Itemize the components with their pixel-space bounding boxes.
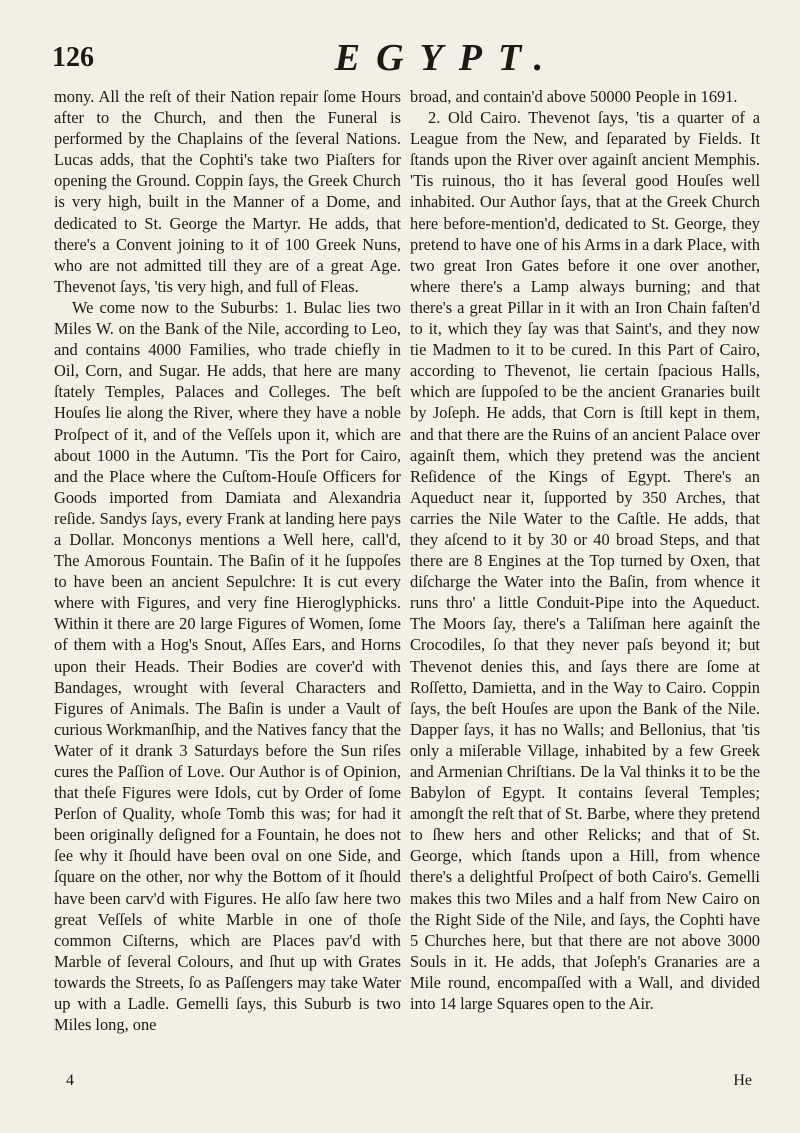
right-paragraph-1: broad, and contain'd above 50000 People in 1691.	[410, 87, 738, 106]
catchword: He	[733, 1072, 752, 1089]
left-paragraph-2: We come now to the Suburbs: 1. Bulac lies two Miles W. on the Bank of the Nile, according to Leo, and contains 4000 Families, who trade chiefly in Oil, Corn, and Sugar. He adds, that here are many ſtately Temples, Palaces and Colleges. The beſt Houſes lie along the River, where they have a noble Proſpect of it, and of the Veſſels upon it, which are about 1000 in the Autumn. 'Tis the Port for Cairo, and the Place where the Cuſtom-Houſe Officers for Goods imported from Damiata and Alexandria reſide. Sandys ſays, every Frank at landing here pays a Dollar. Monconys mentions a Well here, call'd, The Amorous Fountain. The Baſin of it he ſuppoſes to have been an ancient Sepulchre: It is cut every where with Figures, and very fine Hieroglyphicks. Within it there are 20 large Figures of Women, ſome of them with a Hog's Snout, Aſſes Ears, and Horns upon their Heads. Their Bodies are cover'd with Bandages, wrought with ſeveral Characters and Figures of Animals. The Baſin is under a Vault of curious Workmanſhip, and the Natives fancy that the Water of it drank 3 Saturdays before the Sun riſes cures the Paſſion of Love. Our Author is of Opinion, that theſe Figures were Idols, cut by Order of ſome Perſon of Quality, whoſe Tomb this was; for had it been originally deſigned for a Fountain, he does not ſee why it ſhould have been oval on one Side, and ſquare on the other, nor why the Bottom of it ſhould have been carv'd with Figures. He alſo ſaw here two great Veſſels of white Marble in one of thoſe common Ciſterns, which are Places pav'd with Marble of ſeveral Colours, and ſhut up with Grates towards the Streets, ſo as Paſſengers may take Water up with a Ladle. Gemelli ſays, this Suburb is two Miles long, one	[54, 297, 401, 1035]
footer-right	[410, 1072, 760, 1096]
page-number: 126	[52, 42, 94, 73]
running-head: EGYPT.	[334, 37, 560, 79]
footer-left	[54, 1072, 401, 1096]
page-header	[52, 34, 752, 82]
right-paragraph-2: 2. Old Cairo. Thevenot ſays, 'tis a quarter of a League from the New, and ſeparated by Fields. It ſtands upon the River over againſt ancient Memphis. 'Tis ruinous, tho it has ſeveral good Houſes well inhabited. Our Author ſays, that at the Greek Church here before-mention'd, dedicated to St. George, they pretend to have one of his Arms in a dark Place, with two great Iron Gates before it one over another, where there's a Lamp always burning; and that there's a great Pillar in it with an Iron Chain faſten'd to it, which they ſay was that Saint's, and they now tie Madmen to it to be cured. In this Part of Cairo, according to Thevenot, lie certain ſpacious Halls, which are ſuppoſed to be the ancient Granaries built by Joſeph. He adds, that Corn is ſtill kept in them, and that there are the Ruins of an ancient Palace over againſt them, which they pretend was the ancient Reſidence of the Kings of Egypt. There's an Aqueduct near it, ſupported by 350 Arches, that carries the Nile Water to the Caſtle. He adds, that they aſcend to it by 30 or 40 broad Steps, and that there are 8 Engines at the Top turned by Oxen, that diſcharge the Water into the Baſin, from whence it runs thro' a little Conduit-Pipe into the Aqueduct. The Moors ſay, there's a Taliſman here againſt the Crocodiles, ſo that they never paſs beyond it; but Thevenot denies this, and ſays there are ſome at Roſſetto, Damietta, and in the Way to Cairo. Coppin ſays, the beſt Houſes are upon the Bank of the Nile. Dapper ſays, it has no Walls; and Bellonius, that 'tis only a miſerable Village, inhabited by a few Greek and Armenian Chriſtians. De la Val thinks it to be the Babylon of Egypt. It contains ſeveral Temples; amongſt the reſt that of St. Barbe, where they pretend to ſhew hers and other Relicks; and that of St. George, which ſtands upon a Hill, from whence there's a delightful Proſpect of both Cairo's. Gemelli makes this two Miles and a half from New Cairo on the Right Side of the Nile, and ſays, the Cophti have 5 Churches here, but that there are not above 3000 Souls in it. He adds, that Joſeph's Granaries are a Mile round, encompaſſed with a Wall, and divided into 14 large Squares open to the Air.	[410, 108, 760, 1014]
right-column	[410, 86, 760, 1014]
left-paragraph-1: mony. All the reſt of their Nation repair ſome Hours after to the Church, and then the Funeral is performed by the Chaplains of the ſeveral Nations. Lucas adds, that the Cophti's take two Piaſters for opening the Ground. Coppin ſays, the Greek Church is very high, built in the Manner of a Dome, and dedicated to St. George the Martyr. He adds, that there's a Convent joining to it of 100 Greek Nuns, who are not admitted till they are of a great Age. Thevenot ſays, 'tis very high, and full of Fleas.	[54, 87, 401, 296]
left-column	[54, 86, 401, 1035]
signature-mark: 4	[66, 1072, 74, 1089]
